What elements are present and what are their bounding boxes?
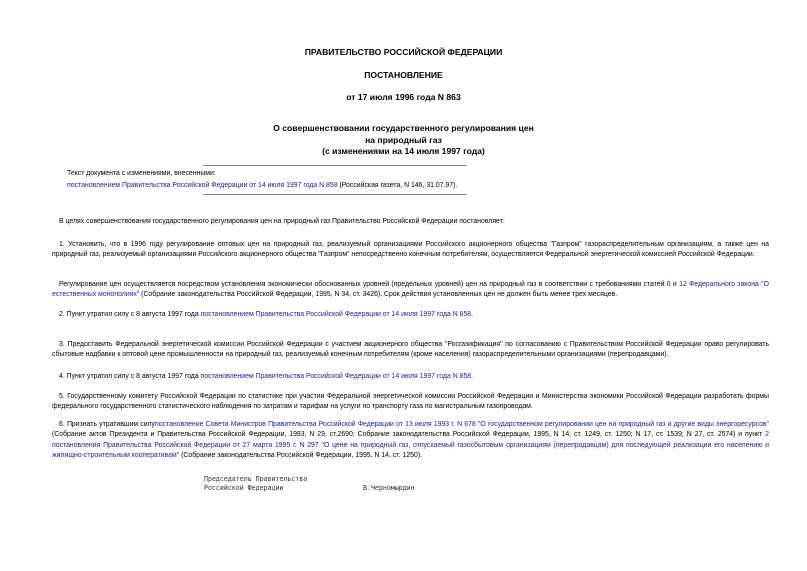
amendment-rule-top [203,165,466,166]
paragraph-text: (Собрание актов Президента и Правительства Российской Федерации, 1993, N 29, ст.2690; Собрание законодательства Российской Федерации, 1995, N 14, ст. 1249, ст. 1250; N 17, ст. 1539; N 27, ст. 2574) и пункт [52,431,766,439]
paragraph-text: . [471,311,474,318]
paragraph-text: (Собрание законодательства Российской Федерации, 1995, N 34, ст. 3426). Срок действия установленных цен не должен быть менее трех месяцев. [139,291,618,299]
resolution-297-link[interactable]: 2 постановления Правительства Российской Федерации от 27 марта 1995 г. N 297 "О цене на природный газ, отпускаемый газосбытовым организациям (перепродавцам) для последующей реализации его населению и жилищно-строительным кооперативам" [52,431,769,459]
signatory-title-2: Российской Федерации [204,484,284,492]
paragraph-text: и [670,281,680,288]
signatory-title-1: Председатель Правительства [204,475,308,483]
paragraph-1: 1. Установить, что в 1996 году регулирование оптовых цен на природный газ, реализуемый организациями Российского акционерного общества "Газпром" газораспределительным организациям, а также цен на природный газ, реализуемый организациями Российского акционерного общества "Газпром" непосредственно конечным потребителям, осуществляется Федеральной энергетической комиссией Российской Федерации. [52,241,769,259]
amendment-note [67,181,457,190]
paragraph-text: Регулирование цен осуществляется посредством установления экономически обоснованных уровней (предельных уровней) цен на природный газ в соответствии с требованиями статей [59,281,667,288]
amendment-link[interactable]: постановлением Правительства Российской Федерации от 14 июля 1997 года N 858 [67,182,338,189]
preamble: В целях совершенствования государственного регулирования цен на природный газ Правительство Российской Федерации постановляет: [59,218,505,225]
document-subject [0,123,807,158]
resolution-678-link[interactable]: постановление Совета Министров Правительства Российской Федерации от 13 июля 1993 г. N 678 "О государственном регулировании цен на природный газ и другие виды энергоресурсов" [155,421,770,428]
issuing-authority: ПРАВИТЕЛЬСТВО РОССИЙСКОЙ ФЕДЕРАЦИИ [304,47,503,57]
document-type: ПОСТАНОВЛЕНИЕ [364,70,443,80]
monopolies-law-link[interactable]: 12 Федерального закона "О естественных монополиях" [52,281,769,299]
signatory-name: В.Черномырдин [363,484,415,492]
subject-line-1: О совершенствовании государственного регулирования цен [273,123,534,133]
paragraph-3: 3. Предоставить Федеральной энергетической комиссии Российской Федерации с участием акционерного общества "Росгазификация" по согласованию с Правительством Российской Федерации право регулировать сбытовые надбавки к оптовой цене промышленности на природный газ, реализуемый конечным потребителям (кроме населения) газораспределительными организациями (перепродавцами). [52,341,769,359]
paragraph-text: 2. Пункт утратил силу с 8 августа 1997 года [59,311,201,318]
paragraph-5: 5. Государственному комитету Российской Федерации по статистике при участии Федеральной энергетической комиссии Российской Федерации и Министерства экономики Российской Федерации разработать формы федерального государственного статистического наблюдения по затратам и тарифам на услуги по транспорту газа по магистральным газопроводам. [52,393,769,411]
article-6-link[interactable]: 6 [666,281,671,288]
paragraph-text: (Собрание законодательства Российской Федерации, 1995, N 14, ст. 1250). [179,451,423,459]
paragraph-1-regulation [52,280,769,301]
subject-line-3: (с изменениями на 14 июля 1997 года) [322,146,485,156]
subject-line-2: на природный газ [365,134,442,145]
paragraph-6 [52,420,769,461]
paragraph-text: . [471,373,474,380]
amendment-note-label: Текст документа с изменениями, внесенными: [67,170,216,177]
paragraph-text: 4. Пункт утратил силу с 8 августа 1997 года [59,373,201,380]
document-date-number: от 17 июля 1996 года N 863 [346,92,461,102]
repeal-link-p2[interactable]: постановлением Правительства Российской Федерации от 14 июля 1997 года N 858 [200,311,472,318]
paragraph-2 [52,310,769,320]
paragraph-text: 6. Признать утратившим силу [59,421,156,428]
amendment-rule-bottom [203,194,466,195]
amendment-source: (Российская газета, N 146, 31.07.97). [337,182,458,189]
repeal-link-p4[interactable]: постановлением Правительства Российской Федерации от 14 июля 1997 года N 858 [200,373,472,380]
paragraph-4 [52,372,769,382]
